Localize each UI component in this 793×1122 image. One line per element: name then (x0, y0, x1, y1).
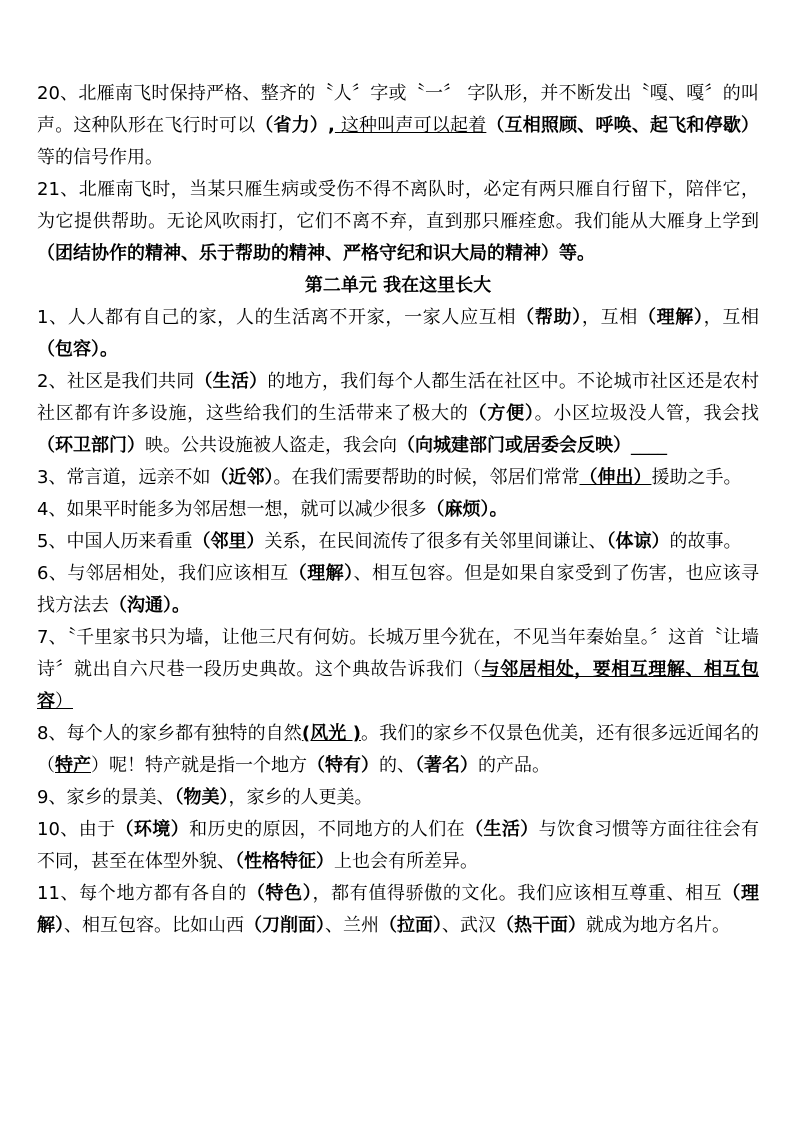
answer-text: （伸出） (579, 467, 652, 488)
answer-text: （向城建部门或居委会反映） (397, 435, 631, 456)
body-text: 9、家乡的景美、 (37, 787, 175, 808)
section-heading (37, 270, 759, 302)
body-text: 。小区垃圾没人管，我会找 (534, 403, 760, 424)
body-text: 、武汉 (442, 915, 496, 936)
answer-text: （特色） (246, 883, 313, 904)
answer-text: （理解） (288, 563, 354, 584)
answer-text: （环卫部门） (37, 435, 145, 456)
body-text: ） (55, 691, 73, 712)
body-text: 2、社区是我们共同 (37, 371, 195, 392)
answer-text: （热干面） (496, 915, 586, 936)
answer-text: （体谅） (606, 531, 670, 552)
answer-text: （帮助） (516, 307, 582, 328)
body-text: 映。公共设施被人盗走，我会向 (145, 435, 397, 456)
body-text: 1、人人都有自己的家，人的生活离不开家，一家人应互相 (37, 307, 517, 328)
body-text: 的、 (379, 755, 415, 776)
answer-text: （麻烦）。 (426, 499, 508, 520)
paragraph-item-3 (37, 462, 759, 494)
answer-text: （互相照顾、呼唤、起飞和停歇） (486, 115, 760, 136)
body-text: ，互相 (703, 307, 760, 328)
answer-text: 特产 (55, 755, 91, 776)
body-text: 10、由于 (37, 819, 116, 840)
paragraph-item-21 (37, 174, 759, 270)
body-text: 7、〝千里家书只为墙，让他三尺有何妨。长城万里今犹在，不见当年秦始皇。〞这首〝让墙诗〞就出自六尺巷一段历史典故。这个典故告诉我们（ (37, 627, 759, 680)
answer-text: （方便） (468, 403, 535, 424)
answer-text: 第二单元 我在这里长大 (304, 275, 492, 296)
document-page (37, 78, 759, 942)
answer-text: （物美） (174, 787, 229, 808)
body-text: 援助之手。 (651, 467, 742, 488)
answer-text: （省力）, (255, 115, 335, 136)
paragraph-item-20 (37, 78, 759, 174)
body-text: 3、常言道，远亲不如 (37, 467, 211, 488)
paragraph-item-4 (37, 494, 759, 526)
body-text: ，都有值得骄傲的文化。我们应该相互尊重、相互 (312, 883, 723, 904)
body-text: ，互相 (581, 307, 638, 328)
body-text: 这种叫声可以起着 (334, 115, 487, 136)
body-text: 。在我们需要帮助的时候，邻居们常常 (273, 467, 580, 488)
paragraph-item-6 (37, 558, 759, 622)
body-text: 11、每个地方都有各自的 (37, 883, 247, 904)
answer-text: （著名） (415, 755, 478, 776)
body-text: 的故事。 (669, 531, 742, 552)
body-text: 就成为地方名片。 (586, 915, 730, 936)
body-text: 上也会有所差异。 (334, 851, 478, 872)
paragraph-item-5 (37, 526, 759, 558)
body-text: 与饮食习惯等方面往往会有不同，甚至在体型外貌、 (37, 819, 760, 872)
answer-text: （生活） (465, 819, 539, 840)
body-text: 和历史的原因，不同地方的人们在 (189, 819, 466, 840)
body-text: ）呢！特产就是指一个地方 (91, 755, 307, 776)
answer-text: （理解） (637, 307, 704, 328)
answer-text: （邻里） (192, 531, 265, 552)
answer-text: (风光 ) (301, 723, 361, 744)
body-text: ，家乡的人更美。 (228, 787, 373, 808)
body-text: 的地方，我们每个人都生活在社区中。不论城市社区还是农村社区都有许多设施，这些给我们的生活带来了极大的 (37, 371, 760, 424)
answer-text: （近邻） (210, 467, 274, 488)
paragraph-item-10 (37, 814, 759, 878)
body-text: 5、中国人历来看重 (37, 531, 193, 552)
body-text: 、相互包容。但是如果自家受到了伤害，也应该寻找方法去 (37, 563, 760, 616)
body-text: 8、每个人的家乡都有独特的自然 (37, 723, 302, 744)
paragraph-item-11 (37, 878, 759, 942)
body-text: 。我们的家乡不仅景色优美，还有很多远近闻名的（ (37, 723, 759, 776)
answer-text: （沟通）。 (109, 595, 190, 616)
body-text: 20、北雁南飞时保持严格、整齐的〝人〞字或〝一〞 字队形，并不断发出〝嘎、嘎〞的叫声。这种队形在飞行时可以 (37, 83, 759, 136)
answer-text: （理解） (37, 883, 760, 936)
body-text: 21、北雁南飞时，当某只雁生病或受伤不得不离队时，必定有两只雁自行留下，陪伴它，为它提供帮助。无论风吹雨打，它们不离不弃，直到那只雁痊愈。我们能从大雁身上学到 (37, 179, 759, 232)
paragraph-item-8 (37, 718, 759, 782)
answer-text: （环境） (115, 819, 190, 840)
body-text: 、相互包容。比如山西 (64, 915, 244, 936)
body-text: 关系，在民间流传了很多有关邻里间谦让、 (264, 531, 607, 552)
answer-text: （团结协作的精神、乐于帮助的精神、严格守纪和识大局的精神）等。 (37, 243, 595, 264)
answer-text: 与邻居相处，要相互理解、相互包容 (37, 659, 760, 712)
answer-text: （刀削面） (244, 915, 325, 936)
paragraph-item-7 (37, 622, 759, 718)
body-text: 的产品。 (478, 755, 550, 776)
answer-text: （特有） (307, 755, 379, 776)
paragraph-item-9 (37, 782, 759, 814)
body-text: ____ (631, 435, 667, 456)
answer-text: （性格特征） (235, 851, 334, 872)
body-text: 4、如果平时能多为邻居想一想，就可以减少很多 (37, 499, 427, 520)
paragraph-item-2 (37, 366, 759, 462)
body-text: 、兰州 (325, 915, 379, 936)
answer-text: （生活） (194, 371, 268, 392)
body-text: 等的信号作用。 (37, 147, 163, 168)
answer-text: （包容）。 (37, 339, 118, 360)
paragraph-item-1 (37, 302, 759, 366)
answer-text: （拉面） (379, 915, 442, 936)
body-text: 6、与邻居相处，我们应该相互 (37, 563, 289, 584)
